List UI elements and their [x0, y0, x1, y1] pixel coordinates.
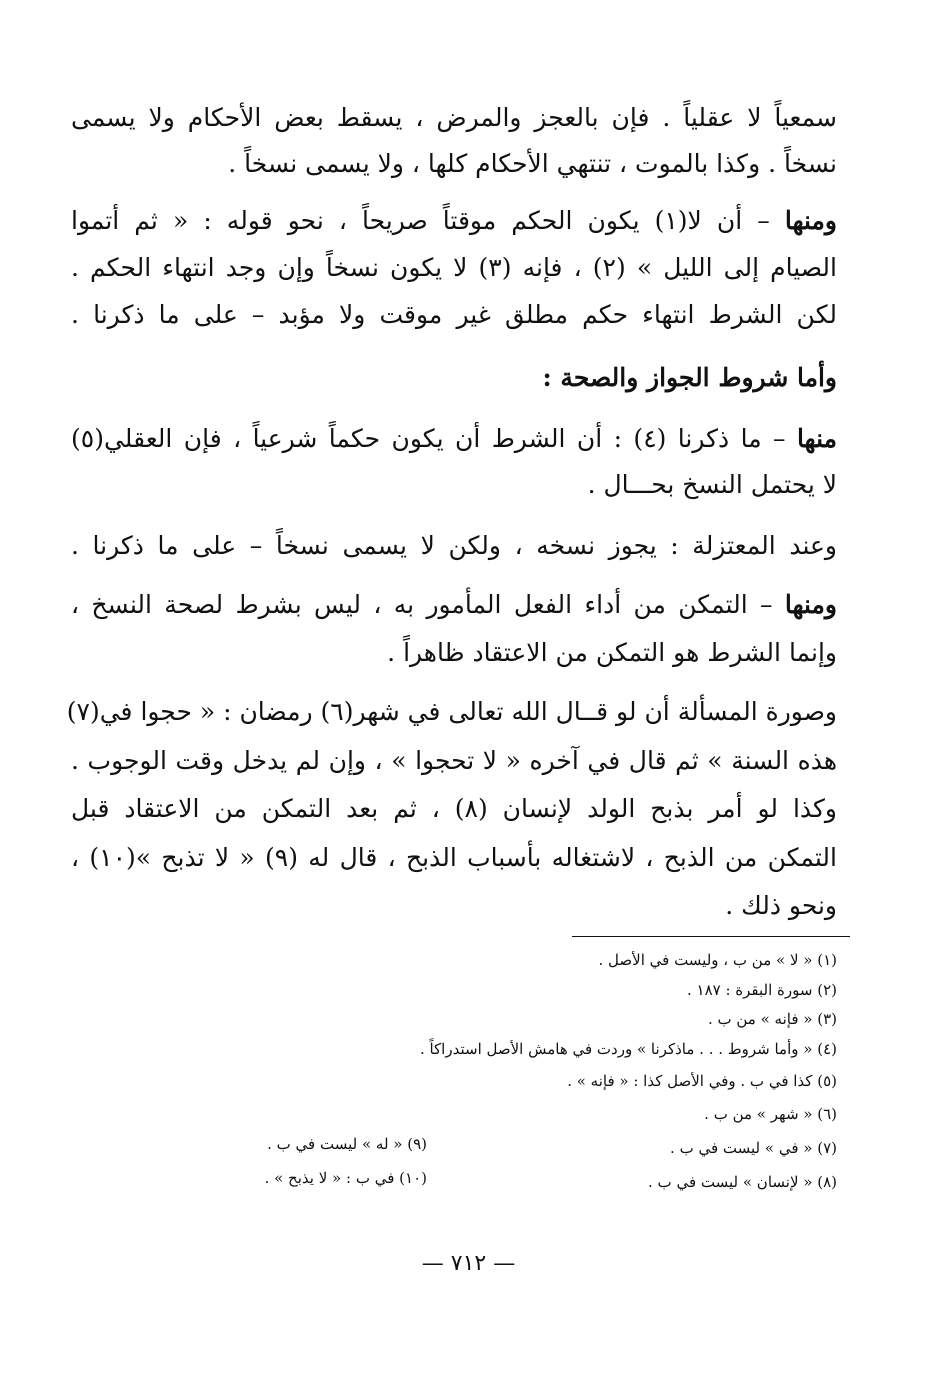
section-heading — [71, 356, 837, 400]
line-text: وكذا لو أمر بذبح الولد لإنسان (٨) ، ثم بعد التمكن من الاعتقاد قبل — [71, 794, 837, 823]
footnote: (٣) « فإنه » من ب . — [707, 1010, 837, 1028]
footnote: (٩) « له » ليست في ب . — [267, 1135, 427, 1153]
line-text: لكن الشرط انتهاء حكم مطلق غير موقت ولا مؤبد – على ما ذكرنا . — [71, 300, 837, 329]
line-text: هذه السنة » ثم قال في آخره « لا تحجوا » ، وإن لم يدخل وقت الوجوب . — [71, 746, 837, 775]
line-text: وإنما الشرط هو التمكن من الاعتقاد ظاهراً . — [387, 638, 837, 667]
lead-word: ومنها — [784, 590, 837, 619]
footnote-divider — [572, 936, 850, 937]
footnote: (٤) « وأما شروط . . . ماذكرنا » وردت في هامش الأصل استدراكاً . — [419, 1040, 837, 1058]
line-text: – أن لا(١) يكون الحكم موقتاً صريحاً ، نحو قوله : « ثم أتموا — [71, 206, 785, 235]
footnote: (٦) « شهر » من ب . — [704, 1105, 837, 1123]
text-line — [71, 631, 837, 675]
text-line — [66, 690, 837, 734]
footnote: (١٠) في ب : « لا يذبح » . — [264, 1169, 427, 1187]
footnote: (١) « لا » من ب ، وليست في الأصل . — [598, 951, 837, 969]
text-line — [71, 739, 837, 783]
text-line — [71, 583, 837, 627]
line-text: الصيام إلى الليل » (٢) ، فإنه (٣) لا يكون نسخاً وإن وجد انتهاء الحكم . — [71, 253, 837, 282]
text-line — [71, 293, 837, 337]
line-text: وصورة المسألة أن لو قــال الله تعالى في شهر(٦) رمضان : « حجوا في(٧) — [66, 697, 837, 726]
line-text: سمعياً لا عقلياً . فإن بالعجز والمرض ، يسقط بعض الأحكام ولا يسمى — [71, 103, 837, 132]
text-line — [71, 524, 837, 568]
line-text: ونحو ذلك . — [725, 891, 837, 920]
page-number: — ٧١٢ — — [421, 1251, 516, 1276]
line-text: التمكن من الذبح ، لاشتغاله بأسباب الذبح ، قال له (٩) « لا تذبح »(١٠) ، — [71, 843, 837, 872]
line-text: – التمكن من أداء الفعل المأمور به ، ليس بشرط لصحة النسخ ، — [71, 590, 785, 619]
text-line — [71, 246, 837, 290]
text-line — [71, 417, 837, 461]
text-line — [71, 199, 837, 243]
line-text: وعند المعتزلة : يجوز نسخه ، ولكن لا يسمى نسخاً – على ما ذكرنا . — [71, 531, 837, 560]
footnote: (٢) سورة البقرة : ١٨٧ . — [686, 981, 837, 999]
text-line — [71, 787, 837, 831]
line-text: – ما ذكرنا (٤) : أن الشرط أن يكون حكماً شرعياً ، فإن العقلي(٥) — [71, 424, 797, 453]
footnote: (٨) « لإنسان » ليست في ب . — [648, 1173, 837, 1191]
line-text: لا يحتمل النسخ بحـــال . — [587, 470, 837, 499]
footnote: (٧) « في » ليست في ب . — [670, 1139, 837, 1157]
text-line — [71, 884, 837, 928]
footnote: (٥) كذا في ب . وفي الأصل كذا : « فإنه » . — [567, 1072, 837, 1090]
text-line — [71, 463, 837, 507]
line-text: نسخاً . وكذا بالموت ، تنتهي الأحكام كلها ، ولا يسمى نسخاً . — [228, 149, 837, 178]
lead-word: منها — [796, 424, 838, 453]
text-line — [71, 96, 837, 140]
text-line — [71, 142, 837, 186]
lead-word: ومنها — [784, 206, 837, 235]
heading-text: وأما شروط الجواز والصحة : — [542, 363, 837, 392]
text-line — [71, 836, 837, 880]
